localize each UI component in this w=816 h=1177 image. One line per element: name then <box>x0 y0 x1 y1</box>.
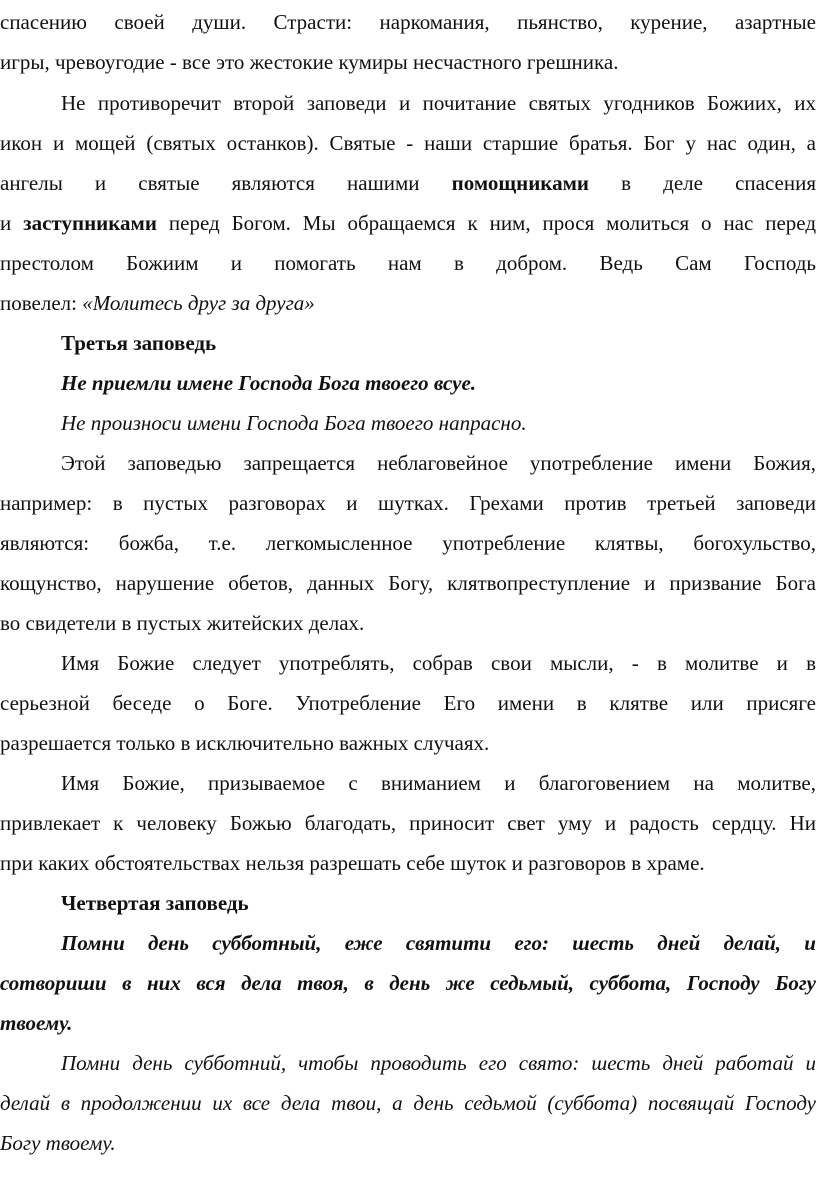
commandment-fourth-line-3: твоему. <box>0 1011 73 1035</box>
paragraph-2-line-3 <box>0 169 816 197</box>
text-run: перед Богом. Мы обращаемся к ним, прося молиться о нас перед <box>168 211 816 235</box>
paragraph-2-line-5: престолом Божиим и помогать нам в добром. Ведь Сам Господь <box>0 251 816 275</box>
commandment-fourth-line-2: сотвориши в них вся дела твоя, в день же седьмый, суббота, Господу Богу <box>0 971 816 995</box>
paragraph-5-line-1: Имя Божие, призываемое с вниманием и благоговением на молитве, <box>61 771 816 795</box>
paragraph-3-line-1: Этой заповедью запрещается неблаговейное употребление имени Божия, <box>61 451 816 475</box>
paragraph-3-line-5: во свидетели в пустых житейских делах. <box>0 611 365 635</box>
paragraph-5-line-2: привлекает к человеку Божью благодать, приносит свет уму и радость сердцу. Ни <box>0 811 816 835</box>
section-heading-fourth: Четвертая заповедь <box>61 891 249 915</box>
paragraph-1-line-2: игры, чревоугодие - все это жестокие кумиры несчастного грешника. <box>0 50 619 74</box>
translation-fourth-line-3: Богу твоему. <box>0 1131 116 1155</box>
paragraph-4-line-3: разрешается только в исключительно важных случаях. <box>0 731 490 755</box>
section-heading-third: Третья заповедь <box>61 331 217 355</box>
paragraph-4-line-1: Имя Божие следует употреблять, собрав свои мысли, - в молитве и в <box>61 651 816 675</box>
paragraph-4-line-2: серьезной беседе о Боге. Употребление Его имени в клятве или присяге <box>0 691 816 715</box>
paragraph-2-line-1: Не противоречит второй заповеди и почитание святых угодников Божиих, их <box>61 91 816 115</box>
paragraph-5-line-3: при каких обстоятельствах нельзя разрешать себе шуток и разговоров в храме. <box>0 851 705 875</box>
bold-term-helpers: помощниками <box>451 171 589 195</box>
paragraph-2-line-2: икон и мощей (святых останков). Святые - наши старшие братья. Бог у нас один, а <box>0 131 816 155</box>
paragraph-2-line-4 <box>0 209 816 237</box>
paragraph-2-line-6 <box>0 289 816 317</box>
paragraph-3-line-4: кощунство, нарушение обетов, данных Богу, клятвопреступление и призвание Бога <box>0 571 816 595</box>
text-run: в деле спасения <box>621 171 816 195</box>
commandment-third-translation: Не произноси имени Господа Бога твоего напрасно. <box>61 411 527 435</box>
italic-quote: «Молитесь друг за друга» <box>82 291 315 315</box>
paragraph-3-line-2: например: в пустых разговорах и шутках. Грехами против третьей заповеди <box>0 491 816 515</box>
translation-fourth-line-2: делай в продолжении их все дела твои, а день седьмой (суббота) посвящай Господу <box>0 1091 816 1115</box>
commandment-third-text: Не приемли имене Господа Бога твоего всуе. <box>61 371 477 395</box>
translation-fourth-line-1: Помни день субботний, чтобы проводить его свято: шесть дней работай и <box>61 1051 816 1075</box>
bold-term-intercessors: заступниками <box>23 211 157 235</box>
commandment-fourth-line-1: Помни день субботный, еже святити его: шесть дней делай, и <box>61 931 816 955</box>
text-run: повелел: <box>0 291 77 315</box>
text-run: и <box>0 211 12 235</box>
paragraph-3-line-3: являются: божба, т.е. легкомысленное употребление клятвы, богохульство, <box>0 531 816 555</box>
paragraph-1-line-1: спасению своей души. Страсти: наркомания, пьянство, курение, азартные <box>0 10 816 34</box>
text-run: ангелы и святые являются нашими <box>0 171 420 195</box>
